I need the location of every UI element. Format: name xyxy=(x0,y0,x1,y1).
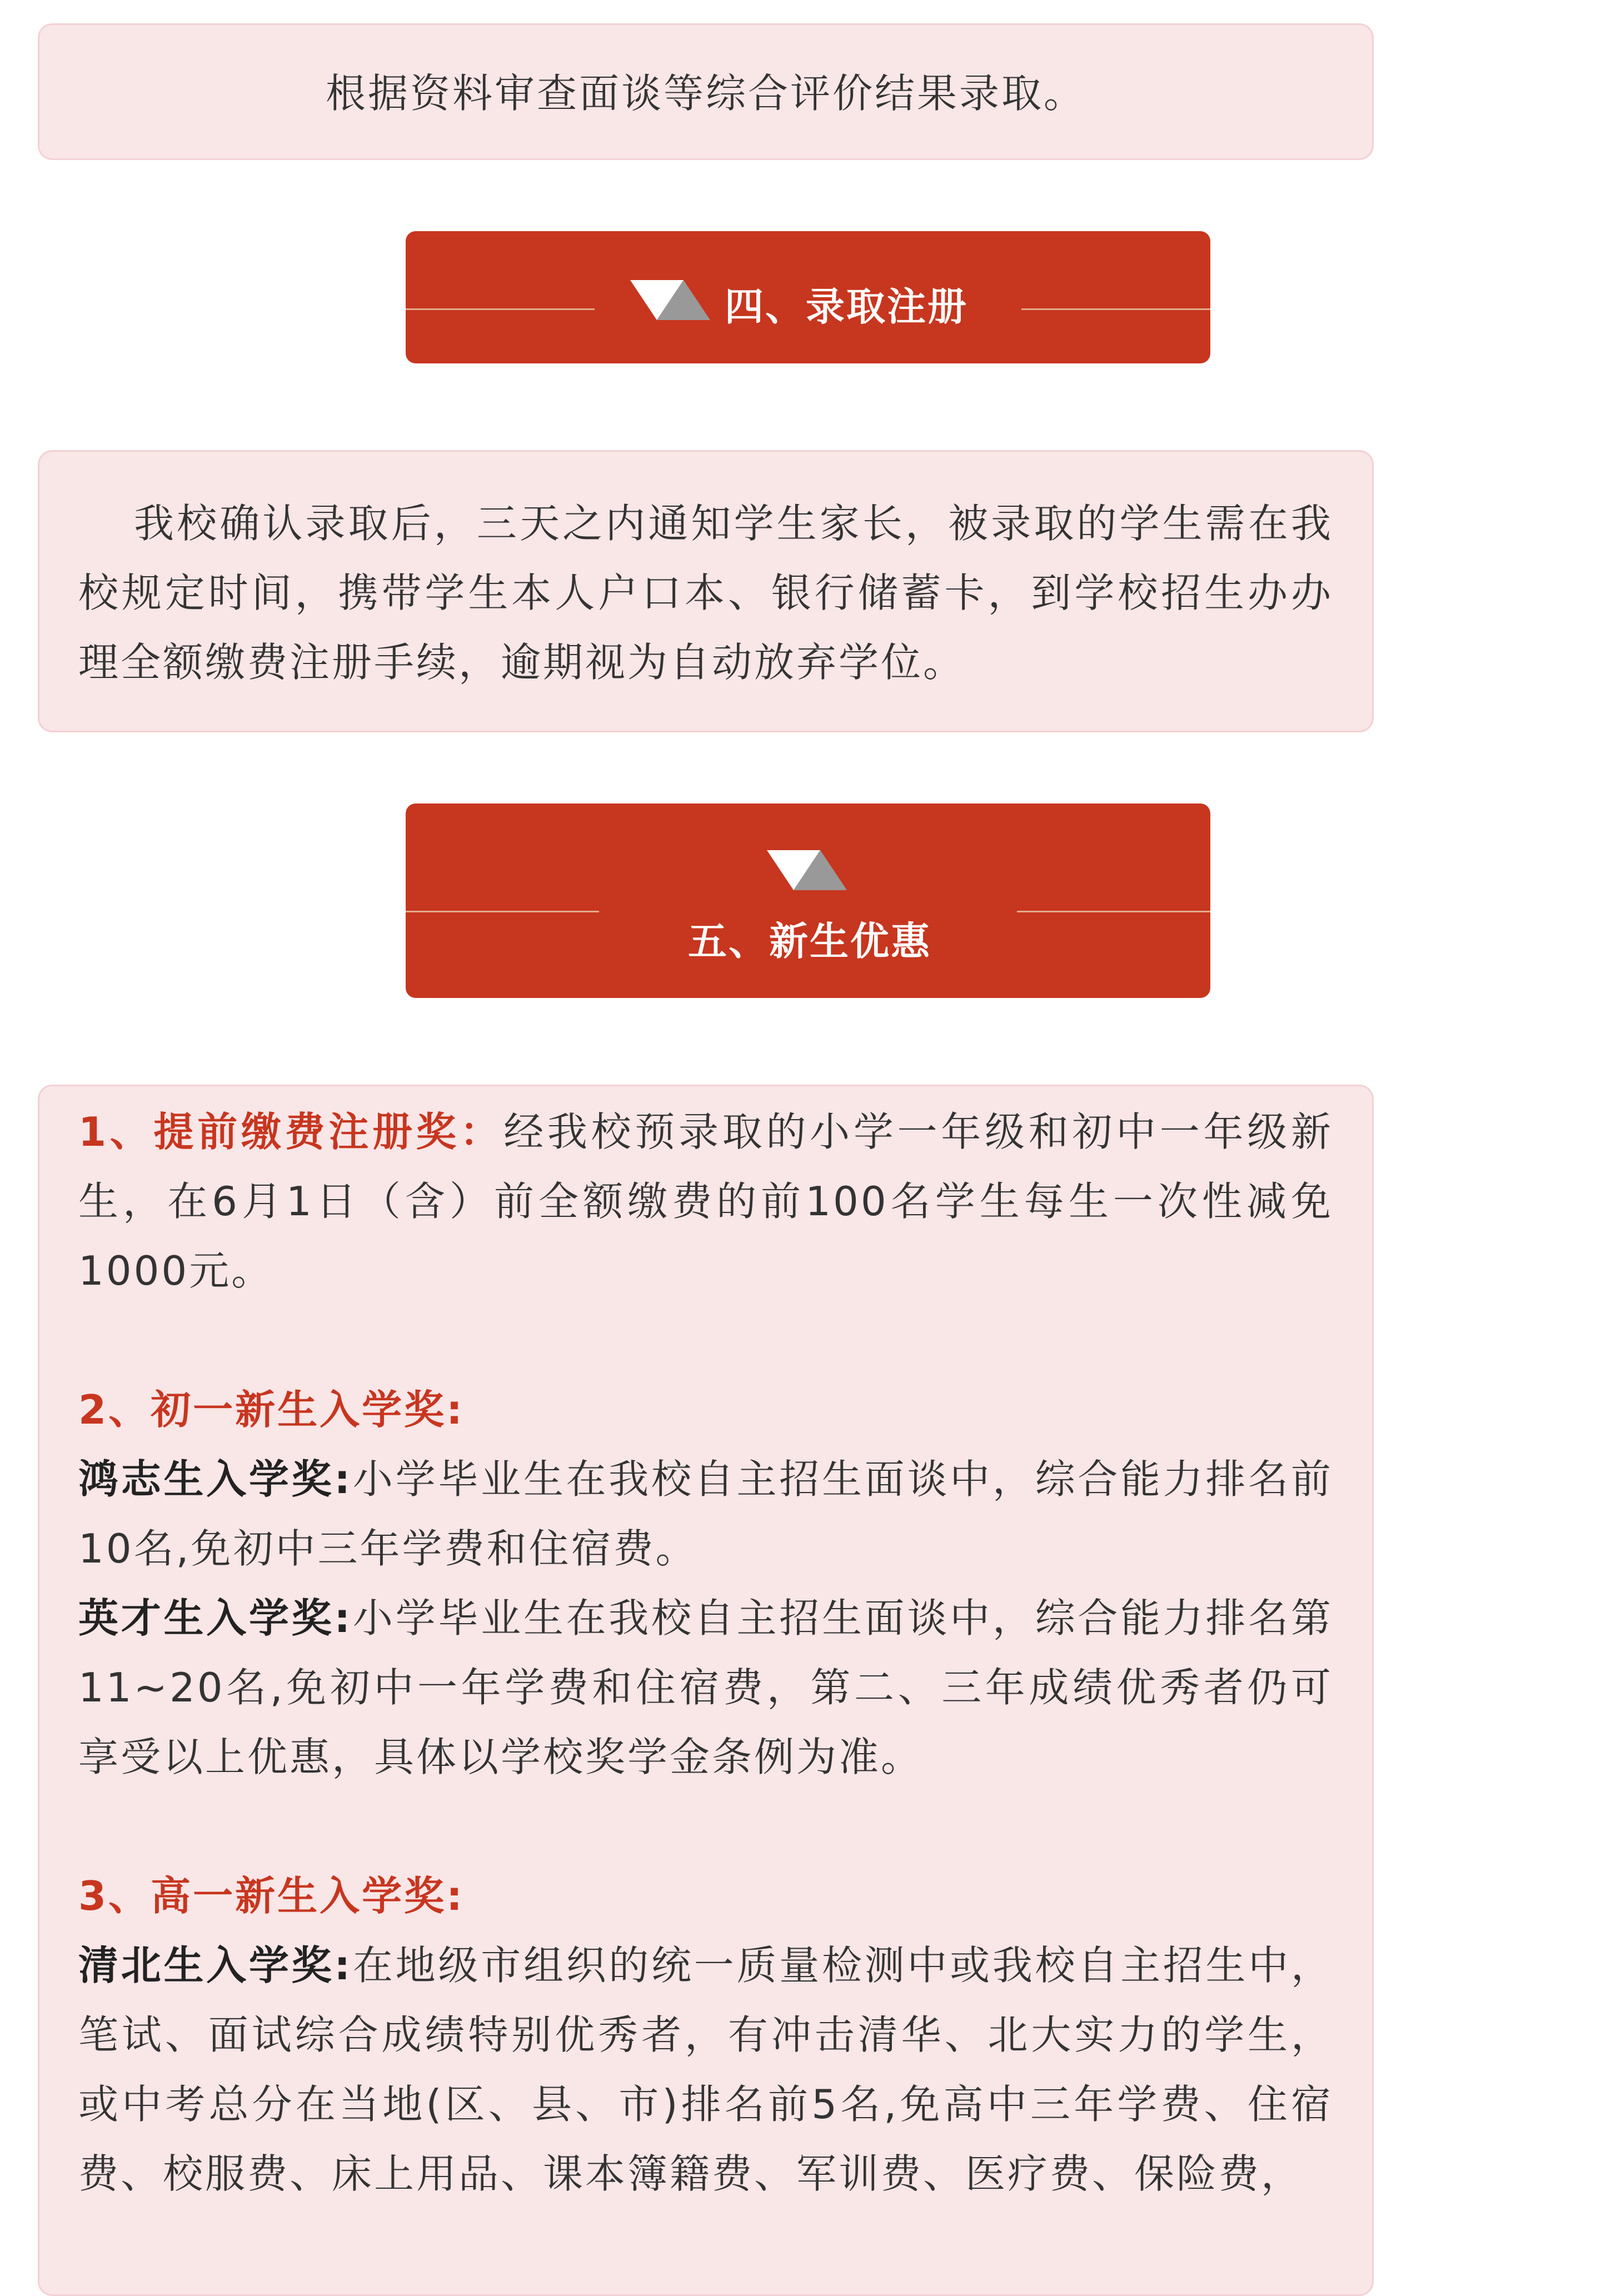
benefit-item-1 xyxy=(78,1097,1333,1306)
triangle-icon xyxy=(767,849,850,891)
registration-card xyxy=(38,450,1374,732)
header-divider-right xyxy=(1017,911,1210,912)
spacer xyxy=(78,1792,1333,1861)
award-hongzhi xyxy=(78,1445,1333,1584)
admission-result-text: 根据资料审查面谈等综合评价结果录取。 xyxy=(325,70,1086,117)
benefit-heading-3: 3、高一新生入学奖: xyxy=(78,1873,465,1919)
award-qingbei xyxy=(78,1931,1333,2209)
award-label: 英才生入学奖: xyxy=(78,1595,353,1641)
award-label: 鸿志生入学奖: xyxy=(78,1456,353,1503)
section-header-benefits xyxy=(406,803,1210,998)
admission-result-card xyxy=(38,23,1374,160)
benefits-card xyxy=(38,1085,1374,2296)
benefit-text: 经我校预录取的小学一年级和初中一年级新生，在6月1日（含）前全额缴费的前100名学生每生一次性减免1000元。 xyxy=(78,1109,1333,1294)
spacer xyxy=(78,1306,1333,1375)
section-title: 五、新生优惠 xyxy=(688,919,931,964)
triangle-icon xyxy=(630,279,714,321)
section-header-registration xyxy=(406,231,1210,363)
registration-text: 我校确认录取后，三天之内通知学生家长，被录取的学生需在我校规定时间，携带学生本人户口本、银行储蓄卡，到学校招生办办理全额缴费注册手续，逾期视为自动放弃学位。 xyxy=(78,500,1333,686)
header-divider-right xyxy=(1021,308,1210,310)
section-title: 四、录取注册 xyxy=(725,284,968,330)
award-label: 清北生入学奖: xyxy=(78,1942,353,1989)
award-text: 小学毕业生在我校自主招生面谈中，综合能力排名第11~20名,免初中一年学费和住宿费，第二、三年成绩优秀者仍可享受以上优惠，具体以学校奖学金条例为准。 xyxy=(78,1595,1333,1780)
header-divider-left xyxy=(406,308,595,310)
award-text: 在地级市组织的统一质量检测中或我校自主招生中，笔试、面试综合成绩特别优秀者，有冲击清华、北大实力的学生，或中考总分在当地(区、县、市)排名前5名,免高中三年学费、住宿费、校服费、床上用品、课本簿籍费、军训费、医疗费、保险费， xyxy=(78,1942,1333,2197)
award-yingcai xyxy=(78,1584,1333,1792)
benefit-heading: 1、提前缴费注册奖： xyxy=(78,1109,504,1155)
benefit-heading-2: 2、初一新生入学奖: xyxy=(78,1386,465,1433)
header-divider-left xyxy=(406,911,599,912)
award-text: 小学毕业生在我校自主招生面谈中，综合能力排名前10名,免初中三年学费和住宿费。 xyxy=(78,1456,1333,1572)
